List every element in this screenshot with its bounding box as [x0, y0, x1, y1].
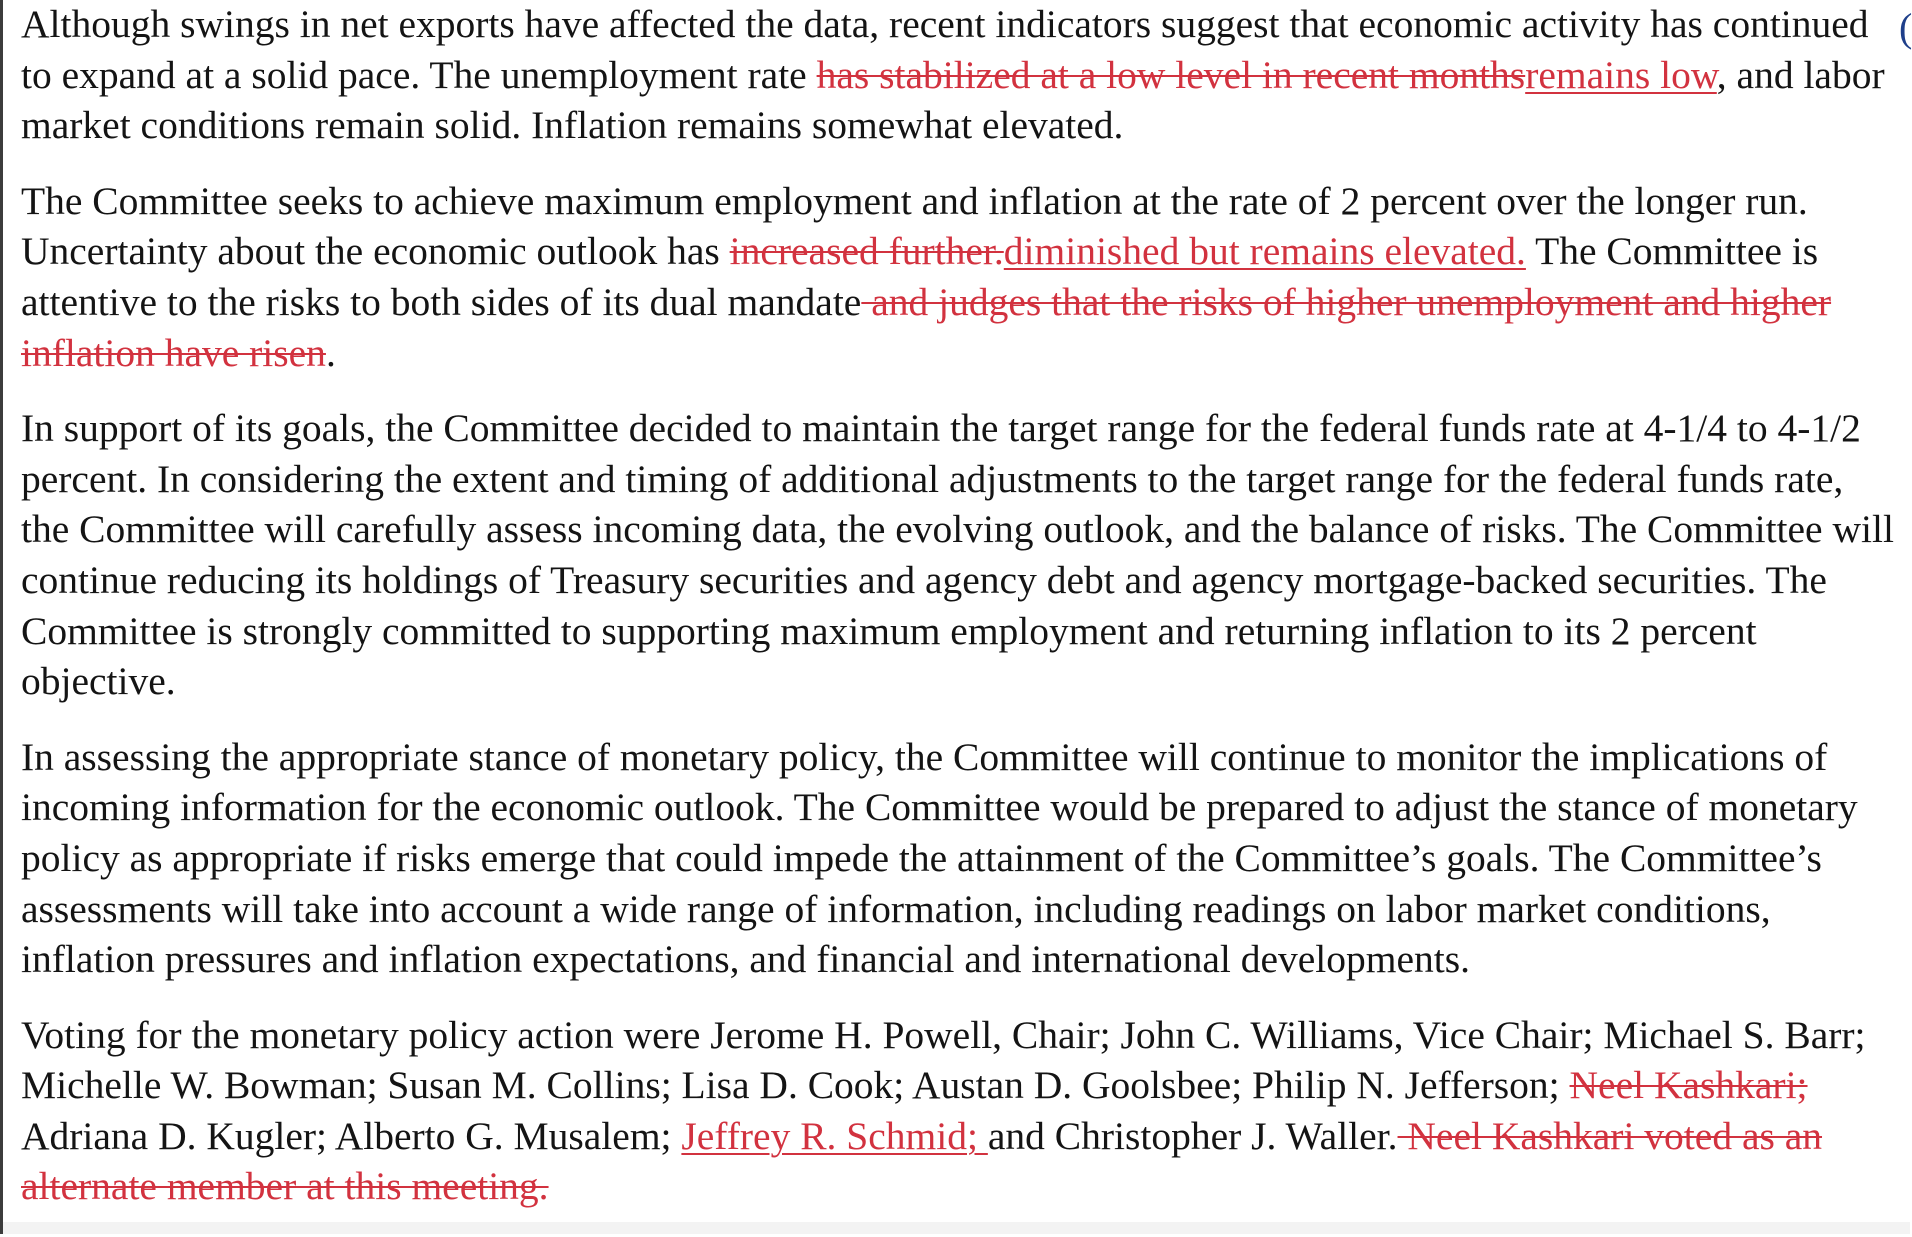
- text-line: [21, 884, 1901, 935]
- text-line: [21, 1060, 1901, 1111]
- body-text: , and labor: [1716, 52, 1885, 97]
- comment-marker-icon[interactable]: (: [1899, 5, 1912, 50]
- body-text: assessments will take into account a wide range of information, including readings on labor market conditions,: [21, 886, 1771, 931]
- text-line: [21, 0, 1901, 50]
- body-text: policy as appropriate if risks emerge that could impede the attainment of the Committee’s goals. The Committee’s: [21, 835, 1822, 880]
- body-text: continue reducing its holdings of Treasury securities and agency debt and agency mortgage-backed securities. The: [21, 557, 1827, 602]
- document-body[interactable]: [21, 0, 1901, 1237]
- body-text: In support of its goals, the Committee decided to maintain the target range for the federal funds rate at 4-1/4 to 4-1/2: [21, 406, 1861, 451]
- body-text: Adriana D. Kugler; Alberto G. Musalem;: [21, 1113, 682, 1158]
- body-text: incoming information for the economic outlook. The Committee would be prepared to adjust the stance of monetary: [21, 785, 1858, 830]
- tracked-deletion[interactable]: Neel Kashkari;: [1569, 1063, 1808, 1108]
- text-line: [21, 403, 1901, 454]
- body-text: Uncertainty about the economic outlook has: [21, 229, 730, 274]
- text-line: [21, 555, 1901, 606]
- text-line: [21, 782, 1901, 833]
- text-line: [21, 226, 1901, 277]
- tracked-deletion[interactable]: has stabilized at a low level in recent months: [816, 52, 1526, 97]
- text-line: [21, 176, 1901, 227]
- text-line: [21, 1111, 1901, 1162]
- paragraph-5: [21, 1010, 1901, 1212]
- body-text: percent. In considering the extent and timing of additional adjustments to the target range for the federal funds rate,: [21, 456, 1844, 501]
- body-text: .: [325, 330, 336, 375]
- tracked-deletion[interactable]: increased further.: [729, 229, 1004, 274]
- tracked-deletion[interactable]: and judges that the risks of higher unemployment and higher: [861, 279, 1832, 324]
- text-line: [21, 934, 1901, 985]
- text-line: [21, 732, 1901, 783]
- text-line: [21, 833, 1901, 884]
- body-text: The Committee seeks to achieve maximum employment and inflation at the rate of 2 percent over the longer run.: [21, 178, 1808, 223]
- body-text: Voting for the monetary policy action were Jerome H. Powell, Chair; John C. Williams, Vice Chair; Michael S. Barr;: [21, 1012, 1866, 1057]
- text-line: [21, 277, 1901, 328]
- tracked-insertion[interactable]: remains low: [1525, 52, 1717, 97]
- paragraph-1: [21, 0, 1901, 151]
- text-line: [21, 454, 1901, 505]
- text-line: [21, 504, 1901, 555]
- tracked-deletion[interactable]: Neel Kashkari voted as an: [1397, 1113, 1823, 1158]
- text-line: [21, 1010, 1901, 1061]
- body-text: to expand at a solid pace. The unemployment rate: [21, 52, 817, 97]
- body-text: and Christopher J. Waller.: [987, 1113, 1398, 1158]
- tracked-insertion[interactable]: diminished but remains elevated.: [1003, 229, 1526, 274]
- body-text: objective.: [21, 659, 176, 704]
- tracked-insertion[interactable]: Jeffrey R. Schmid;: [681, 1113, 988, 1158]
- text-line: [21, 328, 1901, 379]
- body-text: Michelle W. Bowman; Susan M. Collins; Lisa D. Cook; Austan D. Goolsbee; Philip N. Jefferson;: [21, 1063, 1570, 1108]
- text-line: [21, 656, 1901, 707]
- window-left-border: [0, 0, 3, 1234]
- text-line: [21, 50, 1901, 101]
- tracked-deletion[interactable]: inflation have risen: [21, 330, 326, 375]
- tracked-deletion[interactable]: alternate member at this meeting.: [21, 1164, 549, 1209]
- body-text: Although swings in net exports have affected the data, recent indicators suggest that economic activity has continued: [21, 2, 1869, 46]
- body-text: inflation pressures and inflation expectations, and financial and international developments.: [21, 937, 1470, 982]
- text-line: [21, 606, 1901, 657]
- paragraph-4: [21, 732, 1901, 985]
- paragraph-2: [21, 176, 1901, 378]
- body-text: the Committee will carefully assess incoming data, the evolving outlook, and the balance of risks. The Committee will: [21, 507, 1894, 552]
- text-line: [21, 1161, 1901, 1212]
- body-text: The Committee is: [1525, 229, 1819, 274]
- body-text: market conditions remain solid. Inflation remains somewhat elevated.: [21, 103, 1124, 148]
- paragraph-3: [21, 403, 1901, 707]
- text-line: [21, 100, 1901, 151]
- body-text: attentive to the risks to both sides of its dual mandate: [21, 279, 862, 324]
- body-text: Committee is strongly committed to supporting maximum employment and returning inflation to its 2 percent: [21, 608, 1757, 653]
- body-text: In assessing the appropriate stance of monetary policy, the Committee will continue to monitor the implications of: [21, 734, 1828, 779]
